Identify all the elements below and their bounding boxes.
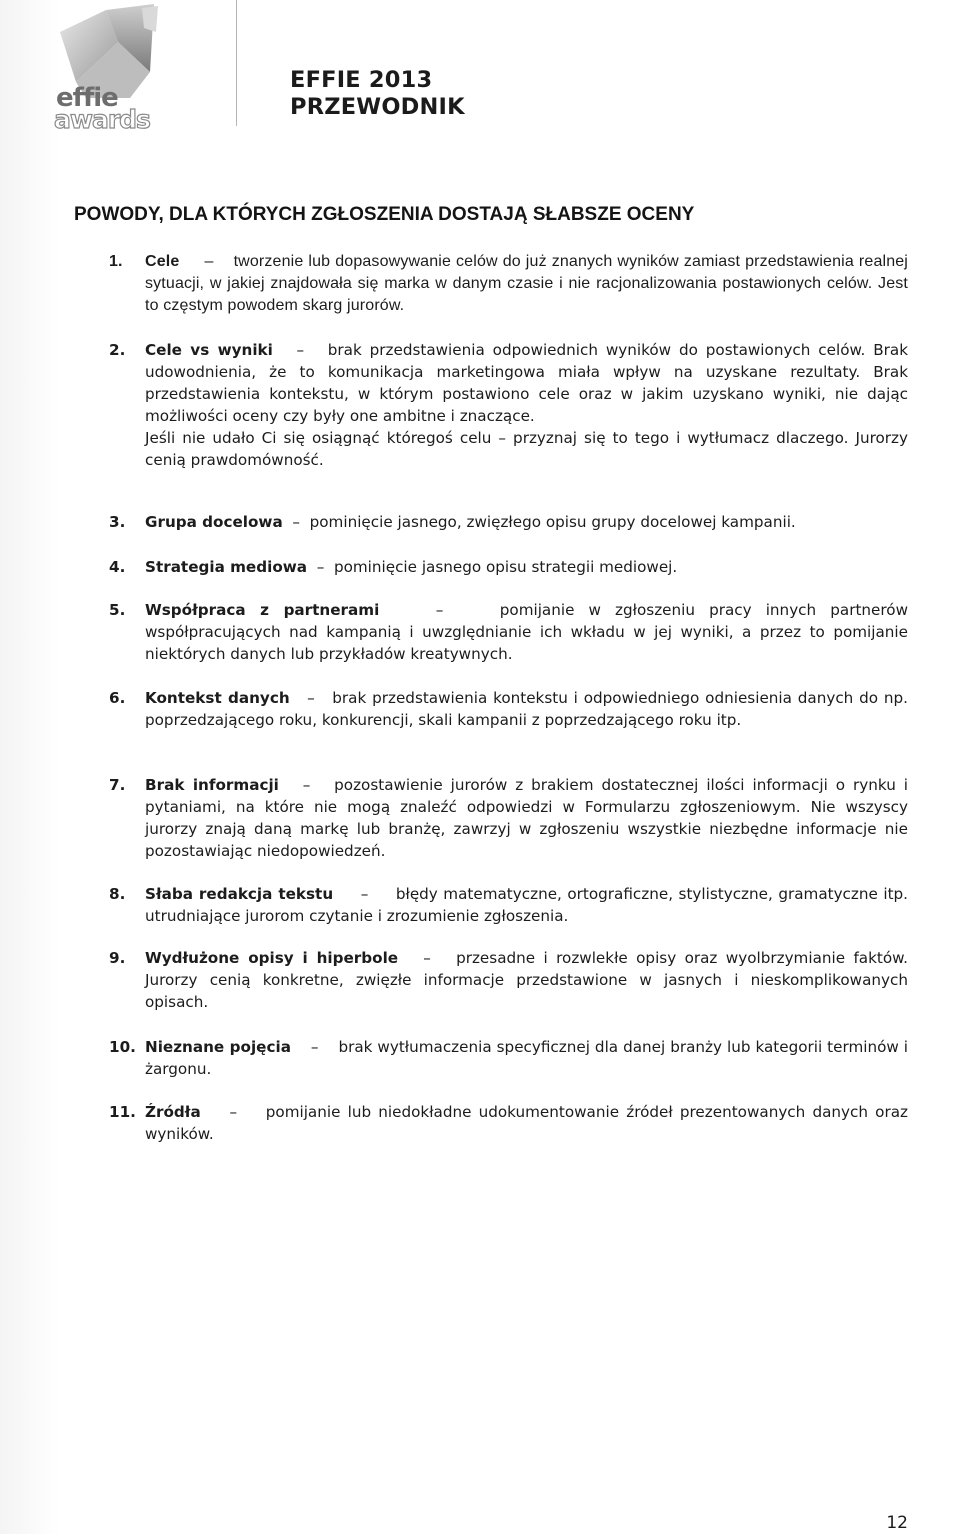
reason-paragraph [145, 947, 908, 1013]
reason-body [145, 687, 908, 731]
list-item-reason-7 [109, 774, 908, 862]
svg-text:effie: effie [56, 83, 118, 113]
reason-number: 8. [109, 885, 126, 903]
list-item-reason-5 [109, 599, 908, 665]
reason-body [145, 947, 908, 1013]
reason-paragraph [145, 1036, 908, 1080]
reason-text: pominięcie jasnego, zwięzłego opisu grupy docelowej kampanii. [309, 513, 796, 531]
reason-paragraph [145, 511, 908, 533]
reason-dash: – [423, 949, 431, 967]
reason-dash: – [435, 601, 444, 619]
reason-dash: – [204, 253, 214, 270]
reason-title: Współpraca z partnerami [145, 601, 380, 619]
reason-title: Cele vs wyniki [145, 341, 273, 359]
reason-dash: – [316, 558, 325, 576]
reason-dash: – [360, 885, 369, 903]
reason-text: pominięcie jasnego opisu strategii mediowej. [333, 558, 678, 576]
list-item-reason-2 [109, 339, 908, 471]
reason-dash: – [229, 1103, 238, 1121]
reason-paragraph [145, 1101, 908, 1145]
reason-text: brak przedstawienia odpowiednich wyników do postawionych celów. Brak udowodnienia, że to komunikacja marketingowa miała wpływ na uzyskane rezultaty. Brak przedstawienia kontekstu, w którym postawiono cele oraz w jakim uzyskano wyniki, nie dając możliwości oceny czy były one ambitne i znaczące. [145, 341, 908, 425]
reason-number: 6. [109, 689, 126, 707]
reason-paragraph [145, 599, 908, 665]
reason-dash: – [296, 341, 305, 359]
reason-title: Kontekst danych [145, 689, 290, 707]
list-item-reason-9 [109, 947, 908, 1013]
reason-body [145, 251, 908, 317]
header-title-line-2: PRZEWODNIK [290, 94, 465, 120]
list-item-reason-11 [109, 1101, 908, 1145]
reason-body [145, 339, 908, 471]
reason-number: 5. [109, 601, 126, 619]
reason-title: Słaba redakcja tekstu [145, 885, 334, 903]
reason-number: 4. [109, 558, 126, 576]
list-item-reason-10 [109, 1036, 908, 1080]
list-item-reason-4 [109, 556, 908, 578]
reason-number: 10. [109, 1038, 136, 1056]
header-title-line-1: EFFIE 2013 [290, 67, 433, 93]
reason-title: Brak informacji [145, 776, 279, 794]
reason-text: przesadne i rozwlekłe opisy oraz wyolbrzymianie faktów. Jurorzy cenią konkretne, zwięzłe informacje przedstawione w jasnych i nieskomplikowanych opisach. [145, 949, 909, 1011]
reason-number: 7. [109, 776, 126, 794]
reason-dash: – [310, 1038, 319, 1056]
reason-title: Grupa docelowa [145, 513, 283, 531]
reason-number: 1. [109, 253, 123, 270]
reason-dash: – [292, 513, 300, 531]
reason-body [145, 883, 908, 927]
reason-title: Wydłużone opisy i hiperbole [145, 949, 399, 967]
reason-text: pomijanie w zgłoszeniu pracy innych partnerów współpracujących nad kampanią i uwzględnianie ich wkładu w jej wyniki, a przez to pomijanie niektórych danych lub przykładów kreatywnych. [145, 601, 908, 663]
reason-paragraph [145, 339, 908, 427]
reason-body [145, 774, 908, 862]
reason-number: 9. [109, 949, 126, 967]
reason-title: Cele [145, 253, 180, 270]
reason-paragraph [145, 687, 908, 731]
header-divider [236, 0, 237, 126]
reason-paragraph [145, 556, 908, 578]
reason-title: Nieznane pojęcia [145, 1038, 291, 1056]
reason-title: Strategia mediowa [145, 558, 308, 576]
reason-number: 3. [109, 513, 126, 531]
reason-body [145, 511, 908, 533]
reason-text: pozostawienie jurorów z brakiem dostatecznej ilości informacji o rynku i pytaniami, na które nie mogą znaleźć odpowiedzi w Formularzu zgłoszeniowym. Nie wszyscy jurorzy znają daną markę lub branżę, zawrzyj w zgłoszeniu wszystkie niezbędne informacje nie pozostawiając niedopowiedzeń. [145, 776, 908, 860]
effie-logo-graphic [46, 2, 162, 130]
page-edge-shade [0, 0, 60, 1534]
reason-text: brak wytłumaczenia specyficznej dla danej branży lub kategorii terminów i żargonu. [145, 1038, 909, 1078]
reason-paragraph [145, 251, 908, 317]
list-item-reason-8 [109, 883, 908, 927]
document-header-title [290, 67, 465, 121]
reason-paragraph [145, 883, 908, 927]
reason-extra-paragraph: Jeśli nie udało Ci się osiągnąć któregoś celu – przyznaj się to tego i wytłumacz dlaczego. Jurorzy cenią prawdomówność. [145, 429, 908, 469]
svg-text:awards: awards [54, 105, 150, 130]
page-number: 12 [886, 1513, 908, 1533]
reason-number: 11. [109, 1103, 136, 1121]
effie-awards-logo [46, 2, 162, 130]
list-item-reason-6 [109, 687, 908, 731]
reason-body [145, 556, 908, 578]
reason-paragraph [145, 774, 908, 862]
reason-number: 2. [109, 341, 126, 359]
reason-body [145, 599, 908, 665]
list-item-reason-3 [109, 511, 908, 533]
reason-dash: – [307, 689, 315, 707]
reason-body [145, 1036, 908, 1080]
reason-dash: – [302, 776, 311, 794]
page-heading: POWODY, DLA KTÓRYCH ZGŁOSZENIA DOSTAJĄ SŁABSZE OCENY [74, 204, 695, 225]
list-item-reason-1 [109, 251, 908, 317]
reason-text: tworzenie lub dopasowywanie celów do już znanych wyników zamiast przedstawienia realnej sytuacji, w jakiej znajdowała się marka w danym czasie i nie racjonalizowania postawionych celów. Jest to częstym powodem skarg jurorów. [145, 253, 908, 314]
reason-text: błędy matematyczne, ortograficzne, stylistyczne, gramatyczne itp. utrudniające jurorom czytanie i zrozumienie zgłoszenia. [145, 885, 909, 925]
reason-body [145, 1101, 908, 1145]
reason-text: brak przedstawienia kontekstu i odpowiedniego odniesienia danych do np. poprzedzającego roku, konkurencji, skali kampanii z poprzedzającego roku itp. [145, 689, 909, 729]
reason-text: pomijanie lub niedokładne udokumentowanie źródeł prezentowanych danych oraz wyników. [145, 1103, 909, 1143]
reason-title: Źródła [145, 1103, 201, 1121]
